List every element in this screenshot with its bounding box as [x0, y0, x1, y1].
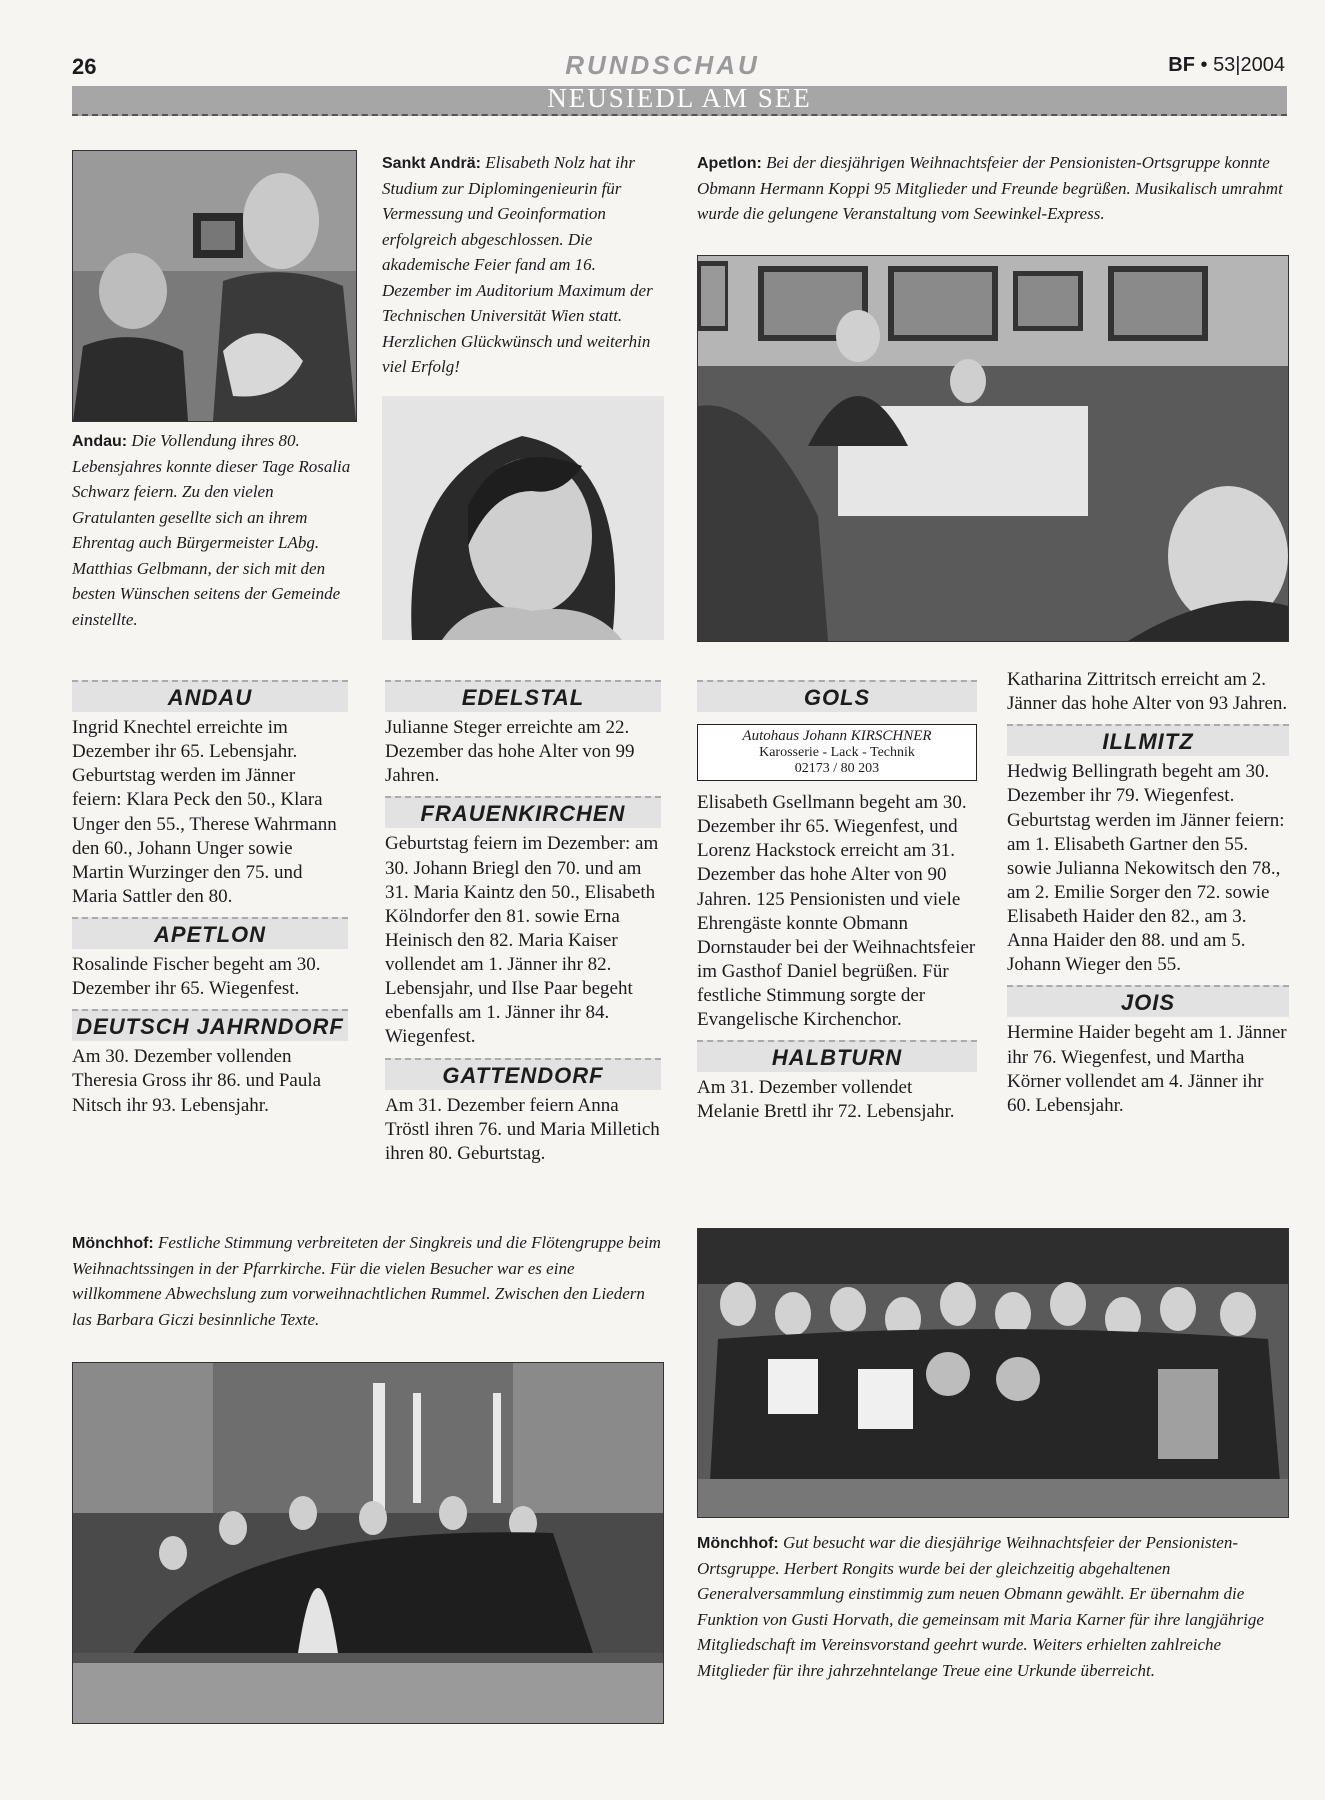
- caption-andau-text: Die Vollendung ihres 80. Lebensjahres konnte dieser Tage Rosalia Schwarz feiern. Zu den vielen Gratulanten gesellte sich an ihrem Ehrentag auch Bürgermeister LAbg. Matthias Gelbmann, der sich mit den besten Wünschen seitens der Gemeinde einstellte.: [72, 431, 351, 629]
- caption-moenchhof-2-text: Gut besucht war die diesjährige Weihnachtsfeier der Pensionisten-Ortsgruppe. Herbert Rongits wurde bei der gleichzeitig abgehaltenen Generalversammlung einstimmig zum neuen Obmann gewählt. Er übernahm die Funktion von Gusti Horvath, die gemeinsam mit Maria Karner für ihre langjährige Mitgliedschaft im Vereinsvorstand geehrt wurde. Weiters erhielten zahlreiche Mitglieder für ihre jahrzehntelange Treue eine Urkunde überreicht.: [697, 1533, 1264, 1680]
- caption-moenchhof-2-place: Mönchhof:: [697, 1535, 779, 1552]
- column-3: [697, 680, 977, 1125]
- caption-apetlon-place: Apetlon:: [697, 155, 762, 172]
- heading-gattendorf: GATTENDORF: [385, 1058, 661, 1090]
- photo-moenchhof-group: [697, 1228, 1289, 1518]
- heading-andau: ANDAU: [72, 680, 348, 712]
- issue-info: [1168, 54, 1285, 77]
- caption-moenchhof-2: [697, 1530, 1287, 1683]
- text-edelstal: Julianne Steger erreichte am 22. Dezember das hohe Alter von 99 Jahren.: [385, 717, 635, 787]
- ad-line-1: Autohaus Johann KIRSCHNER: [742, 728, 932, 744]
- ad-line-3: 02173 / 80 203: [794, 761, 880, 776]
- caption-moenchhof-1: [72, 1230, 662, 1332]
- caption-moenchhof-1-place: Mönchhof:: [72, 1235, 154, 1252]
- text-gols: Elisabeth Gsellmann begeht am 30. Dezember ihr 65. Wiegenfest, und Lorenz Hackstock erreicht am 31. Dezember das hohe Alter von 90 Jahren. 125 Pensionisten und viele Ehrengäste konnte Obmann Dornstauder bei der Weihnachtsfeier im Gasthof Daniel begrüßen. Für festliche Stimmung sorgte der Evangelische Kirchenchor.: [697, 792, 976, 1031]
- issue-number: 53|2004: [1213, 54, 1285, 76]
- caption-sankt-andrae-place: Sankt Andrä:: [382, 155, 481, 172]
- text-gattendorf: Am 31. Dezember feiern Anna Tröstl ihren 76. und Maria Milletich ihren 80. Geburtstag.: [385, 1094, 660, 1164]
- ad-line-2: Karosserie - Lack - Technik: [759, 745, 915, 760]
- caption-apetlon-text: Bei der diesjährigen Weihnachtsfeier der Pensionisten-Ortsgruppe konnte Obmann Hermann Koppi 95 Mitglieder und Freunde begrüßen. Musikalisch umrahmt wurde die gelungene Veranstaltung vom Seewinkel-Express.: [697, 153, 1283, 223]
- column-2: [385, 680, 661, 1166]
- column-4: [1007, 668, 1289, 1118]
- caption-andau-place: Andau:: [72, 433, 128, 450]
- text-frauenkirchen: Geburtstag feiern im Dezember: am 30. Johann Briegl den 70. und am 31. Maria Kaintz den 50., Elisabeth Kölndorfer den 81. sowie Erna Heinisch den 82. Maria Kaiser vollendet am 1. Jänner ihr 82. Lebensjahr, und Ilse Paar begeht ebenfalls am 1. Jänner ihr 84. Wiegenfest.: [385, 833, 659, 1048]
- photo-moenchhof-choir: [72, 1362, 664, 1724]
- region-title: NEUSIEDL AM SEE: [547, 83, 812, 113]
- region-banner: [72, 83, 1287, 116]
- text-halbturn: Am 31. Dezember vollendet Melanie Brettl ihr 72. Lebensjahr.: [697, 1077, 955, 1123]
- caption-sankt-andrae-text: Elisabeth Nolz hat ihr Studium zur Diplomingenieurin für Vermessung und Geoinformation erfolgreich abgeschlossen. Die akademische Feier fand am 16. Dezember im Auditorium Maximum der Technischen Universität Wien statt. Herzlichen Glückwünsch und weiterhin viel Erfolg!: [382, 153, 653, 376]
- caption-andau: [72, 428, 357, 632]
- heading-halbturn: HALBTURN: [697, 1040, 977, 1072]
- issue-separator: •: [1200, 54, 1208, 76]
- text-illmitz: Hedwig Bellingrath begeht am 30. Dezember ihr 79. Wiegenfest. Geburtstag werden im Jänner feiern: am 1. Elisabeth Gartner den 55. sowie Julianna Nekowitsch den 78., am 2. Emilie Sorger den 72. sowie Elisabeth Haider den 82., am 3. Anna Haider den 88. und am 5. Johann Wieger den 55.: [1007, 761, 1285, 976]
- issue-brand: BF: [1168, 54, 1195, 76]
- heading-jois: JOIS: [1007, 985, 1289, 1017]
- text-jois: Hermine Haider begeht am 1. Jänner ihr 76. Wiegenfest, und Martha Körner vollendet am 4. Jänner ihr 60. Lebensjahr.: [1007, 1022, 1287, 1116]
- section-title: RUNDSCHAU: [565, 50, 760, 80]
- heading-illmitz: ILLMITZ: [1007, 724, 1289, 756]
- heading-apetlon: APETLON: [72, 917, 348, 949]
- text-apetlon: Rosalinde Fischer begeht am 30. Dezember ihr 65. Wiegenfest.: [72, 954, 321, 1000]
- photo-andau: [72, 150, 357, 422]
- photo-apetlon: [697, 255, 1289, 642]
- text-katharina: Katharina Zittritsch erreicht am 2. Jänner das hohe Alter von 93 Jahren.: [1007, 669, 1288, 715]
- text-deutsch-jahrndorf: Am 30. Dezember vollenden Theresia Gross ihr 86. und Paula Nitsch ihr 93. Lebensjahr.: [72, 1046, 322, 1116]
- heading-gols: GOLS: [697, 680, 977, 712]
- photo-sankt-andrae: [382, 396, 664, 640]
- heading-deutsch-jahrndorf: DEUTSCH JAHRNDORF: [72, 1009, 348, 1041]
- caption-apetlon: [697, 150, 1287, 227]
- page-number: 26: [72, 54, 97, 79]
- text-andau: Ingrid Knechtel erreichte im Dezember ihr 65. Lebensjahr. Geburtstag werden im Jänner feiern: Klara Peck den 50., Klara Unger den 55., Therese Wahrmann den 60., Johann Unger sowie Martin Wurzinger den 75. und Maria Sattler den 80.: [72, 717, 337, 907]
- heading-edelstal: EDELSTAL: [385, 680, 661, 712]
- ad-kirschner: [697, 724, 977, 781]
- heading-frauenkirchen: FRAUENKIRCHEN: [385, 796, 661, 828]
- column-1: [72, 680, 348, 1118]
- caption-moenchhof-1-text: Festliche Stimmung verbreiteten der Singkreis und die Flötengruppe beim Weihnachtssingen in der Pfarrkirche. Für die vielen Besucher war es eine willkommene Abwechslung zum vorweihnachtlichen Rummel. Zwischen den Liedern las Barbara Giczi besinnliche Texte.: [72, 1233, 661, 1329]
- caption-sankt-andrae: [382, 150, 658, 380]
